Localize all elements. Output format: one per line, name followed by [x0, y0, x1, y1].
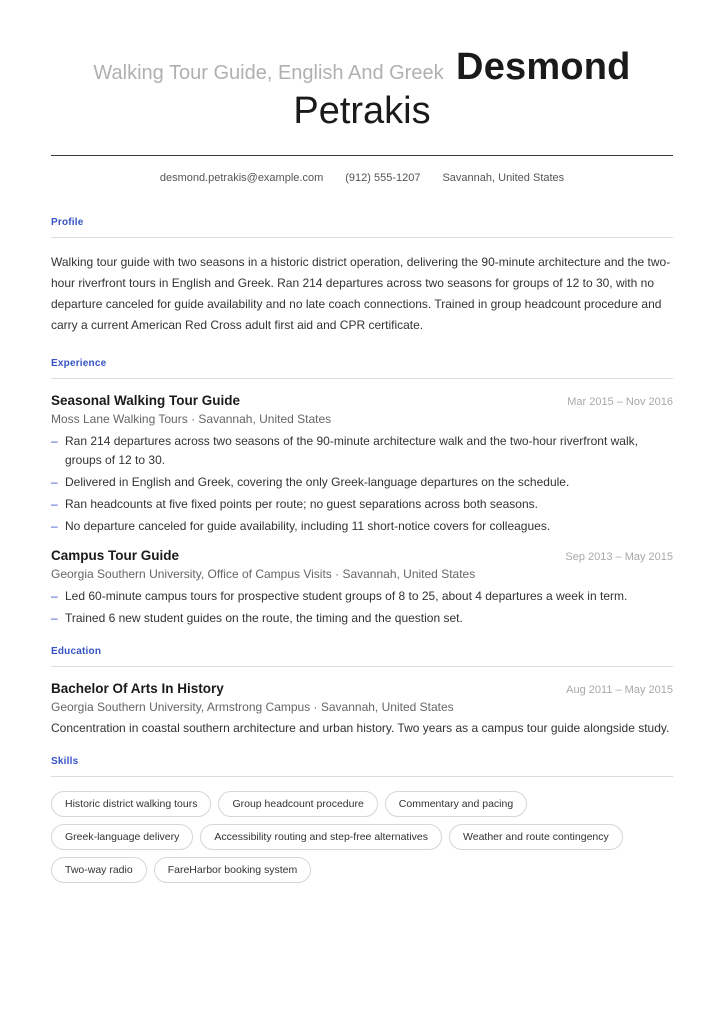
- last-name: Petrakis: [293, 89, 431, 132]
- skills-section: [51, 756, 673, 883]
- bullet-item: – Ran 214 departures across two seasons of the 90-minute architecture walk and the two-hour riverfront walk, groups of 12 to 30.: [51, 434, 638, 468]
- section-title-education: Education: [51, 646, 673, 667]
- job-bullets: [51, 587, 673, 628]
- dash-icon: –: [51, 589, 58, 604]
- name-line: [51, 46, 673, 133]
- job-bullets: [51, 432, 673, 536]
- contact-bar: [51, 172, 673, 184]
- job-title: Campus Tour Guide: [51, 548, 180, 564]
- job-dates: Sep 2013 – May 2015: [565, 551, 673, 564]
- dash-icon: –: [51, 611, 58, 626]
- bullet-item: – Trained 6 new student guides on the route, the timing and the question set.: [51, 609, 673, 628]
- first-name: Desmond: [456, 46, 631, 88]
- resume-header: [51, 0, 673, 156]
- section-title-skills: Skills: [51, 756, 673, 777]
- experience-entry: [51, 393, 673, 536]
- profile-section: [51, 217, 673, 336]
- dash-icon: –: [51, 519, 58, 534]
- skill-chip: Accessibility routing and step-free alternatives: [200, 824, 442, 850]
- bullet-item: – Led 60-minute campus tours for prospective student groups of 8 to 25, about 4 departures a week in term.: [51, 587, 673, 606]
- skill-chip: Greek-language delivery: [51, 824, 193, 850]
- section-title-profile: Profile: [51, 217, 673, 238]
- contact-email[interactable]: desmond.petrakis@example.com: [159, 172, 324, 185]
- experience-entry: [51, 548, 673, 628]
- job-dates: Mar 2015 – Nov 2016: [567, 396, 673, 409]
- bullet-item: – Delivered in English and Greek, covering the only Greek-language departures on the schedule.: [51, 473, 673, 492]
- dash-icon: –: [51, 434, 58, 449]
- job-title: Seasonal Walking Tour Guide: [51, 393, 241, 409]
- bullet-item: – No departure canceled for guide availability, including 11 short-notice covers for colleagues.: [51, 517, 673, 536]
- dash-icon: –: [51, 475, 58, 490]
- dash-icon: –: [51, 497, 58, 512]
- skill-chip: Group headcount procedure: [218, 791, 377, 817]
- skill-chip: Historic district walking tours: [51, 791, 211, 817]
- experience-section: [51, 358, 673, 628]
- skill-chip: Commentary and pacing: [385, 791, 527, 817]
- contact-phone[interactable]: (912) 555-1207: [345, 172, 421, 185]
- education-section: [51, 646, 673, 738]
- education-description: Concentration in coastal southern architecture and urban history. Two years as a campus tour guide alongside study.: [51, 721, 670, 736]
- section-title-experience: Experience: [51, 358, 673, 379]
- contact-location: Savannah, United States: [442, 172, 565, 185]
- profile-text: Walking tour guide with two seasons in a historic district operation, delivering the 90-minute architecture and the two-hour riverfront tours in English and Greek. Ran 214 departures across two seasons for groups of 12 to 30, with no departure canceled for guide availability and no late coach connections. Trained in group headcount procedure and carry a current American Red Cross adult first aid and CPR certificate.: [51, 255, 671, 333]
- skill-chip: Two-way radio: [51, 857, 147, 883]
- job-organization: Georgia Southern University, Office of Campus Visits · Savannah, United States: [51, 567, 476, 582]
- header-divider: [51, 155, 673, 156]
- skill-chip: Weather and route contingency: [449, 824, 623, 850]
- skills-list: [51, 791, 675, 883]
- degree-title: Bachelor Of Arts In History: [51, 681, 224, 697]
- bullet-item: – Ran headcounts at five fixed points per route; no guest separations across both seasons.: [51, 495, 673, 514]
- school-name: Georgia Southern University, Armstrong Campus · Savannah, United States: [51, 700, 454, 715]
- education-entry: [51, 681, 673, 738]
- skill-chip: FareHarbor booking system: [154, 857, 312, 883]
- education-dates: Aug 2011 – May 2015: [566, 684, 673, 697]
- headline: Walking Tour Guide, English And Greek: [93, 62, 444, 84]
- job-organization: Moss Lane Walking Tours · Savannah, United States: [51, 412, 332, 427]
